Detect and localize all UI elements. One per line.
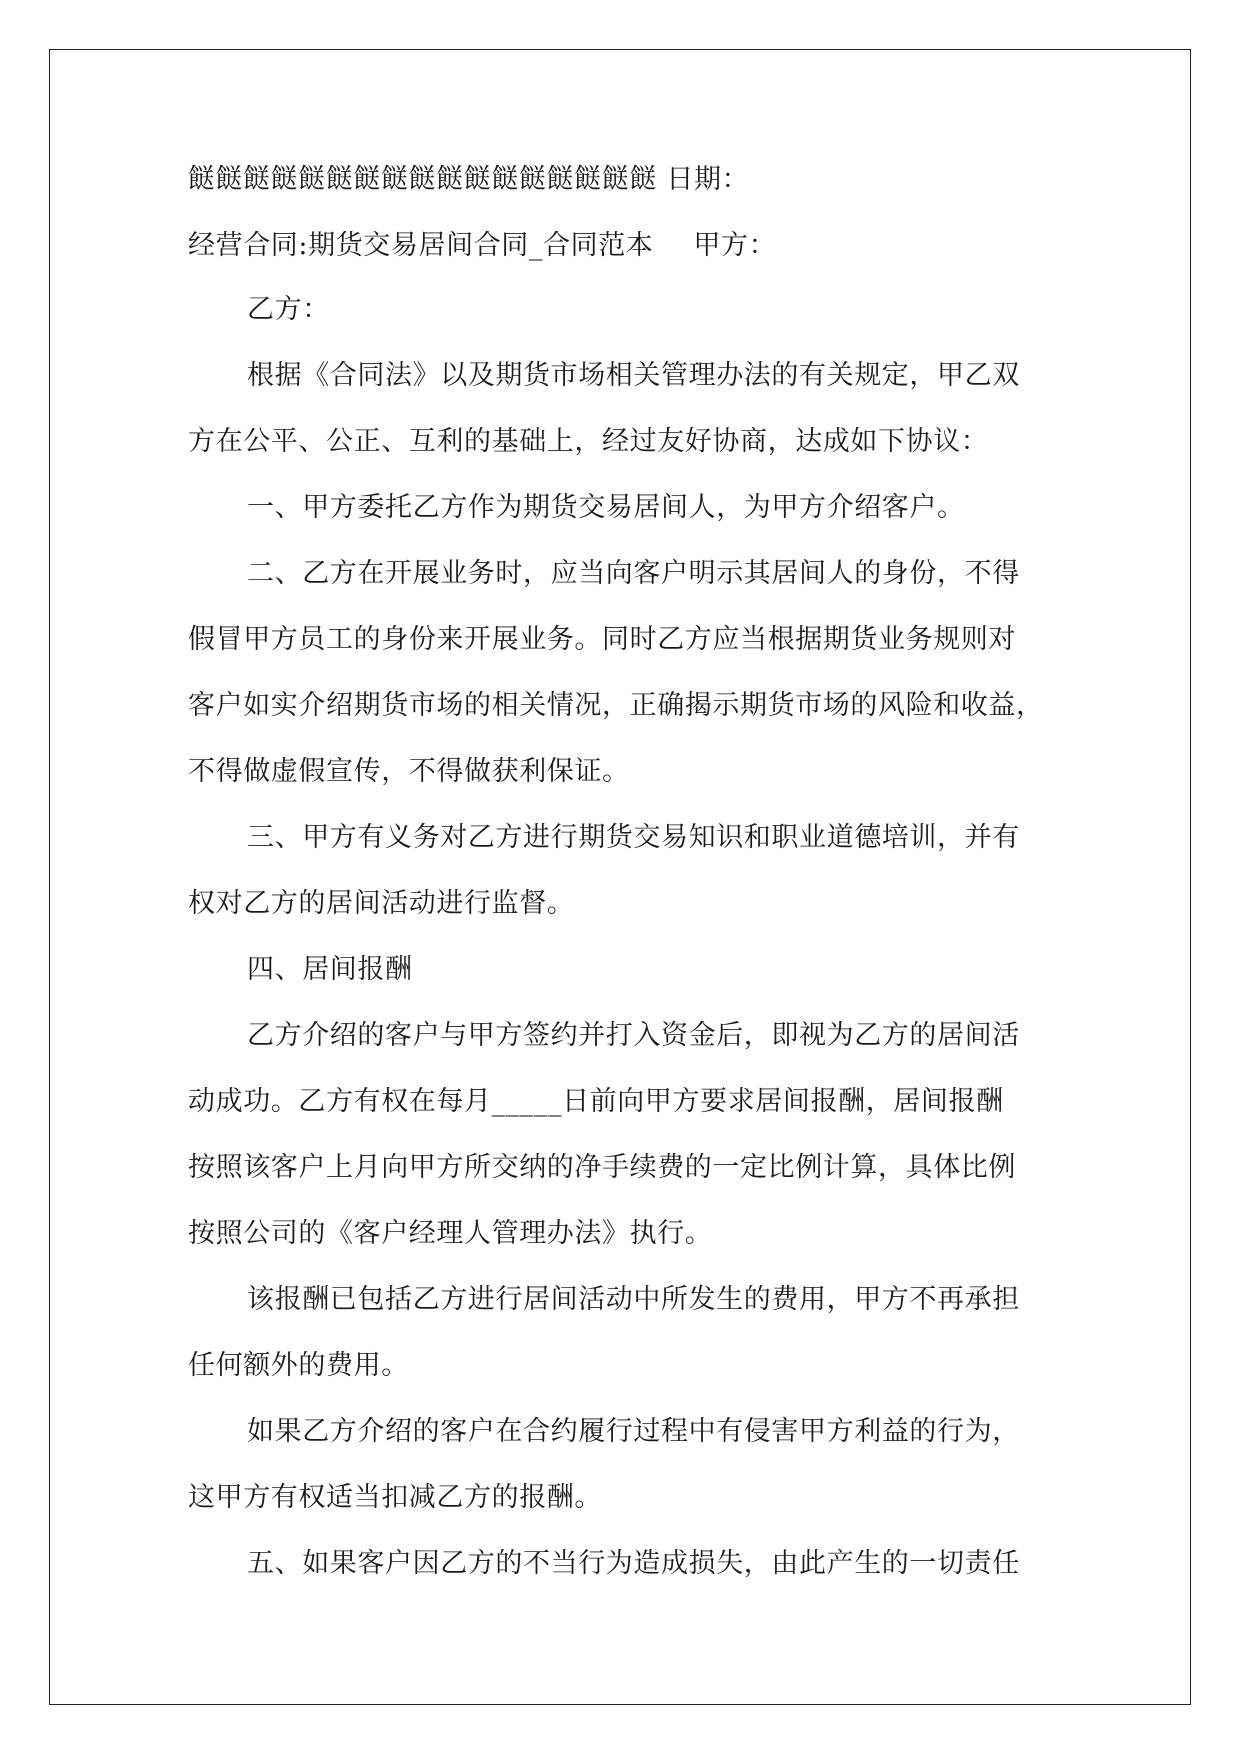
paragraph-line: 按照公司的《客户经理人管理办法》执行。 <box>188 1218 713 1249</box>
header-line <box>188 160 749 200</box>
paragraph-line: 按照该客户上月向甲方所交纳的净手续费的一定比例计算，具体比例 <box>188 1152 1016 1183</box>
paragraph-line: 客户如实介绍期货市场的相关情况，正确揭示期货市场的风险和收益， <box>188 690 1044 721</box>
paragraph-line: 假冒甲方员工的身份来开展业务。同时乙方应当根据期货业务规则对 <box>188 624 1016 655</box>
paragraph-line: 动成功。乙方有权在每月_____日前向甲方要求居间报酬，居间报酬 <box>188 1086 1004 1117</box>
paragraph-line: 二、乙方在开展业务时，应当向客户明示其居间人的身份，不得 <box>247 558 1020 589</box>
paragraph-line: 五、如果客户因乙方的不当行为造成损失，由此产生的一切责任 <box>247 1548 1020 1579</box>
page-border <box>49 49 1191 1705</box>
paragraph-line: 根据《合同法》以及期货市场相关管理办法的有关规定，甲乙双 <box>247 360 1020 391</box>
paragraph-line: 一、甲方委托乙方作为期货交易居间人，为甲方介绍客户。 <box>247 492 965 523</box>
paragraph-line: 不得做虚假宣传，不得做获利保证。 <box>188 756 630 787</box>
garbled-header-text: 餸餸餸餸餸餸餸餸餸餸餸餸餸餸餸餸餸 <box>188 164 658 195</box>
document-title: 经营合同:期货交易居间合同_合同范本 <box>188 230 654 261</box>
section-heading: 四、居间报酬 <box>247 954 413 985</box>
paragraph-line: 如果乙方介绍的客户在合约履行过程中有侵害甲方利益的行为， <box>247 1416 1020 1447</box>
title-line <box>188 226 776 266</box>
date-label: 日期： <box>666 164 750 195</box>
party-a-label: 甲方： <box>693 230 777 261</box>
paragraph-line: 这甲方有权适当扣减乙方的报酬。 <box>188 1482 602 1513</box>
paragraph-line: 乙方介绍的客户与甲方签约并打入资金后，即视为乙方的居间活 <box>247 1020 1020 1051</box>
paragraph-line: 权对乙方的居间活动进行监督。 <box>188 888 575 919</box>
paragraph-line: 该报酬已包括乙方进行居间活动中所发生的费用，甲方不再承担 <box>247 1284 1020 1315</box>
paragraph-line: 三、甲方有义务对乙方进行期货交易知识和职业道德培训，并有 <box>247 822 1020 853</box>
paragraph-line: 任何额外的费用。 <box>188 1350 409 1381</box>
paragraph-line: 方在公平、公正、互利的基础上，经过友好协商，达成如下协议： <box>188 426 989 457</box>
paragraph-line: 乙方： <box>247 294 330 325</box>
